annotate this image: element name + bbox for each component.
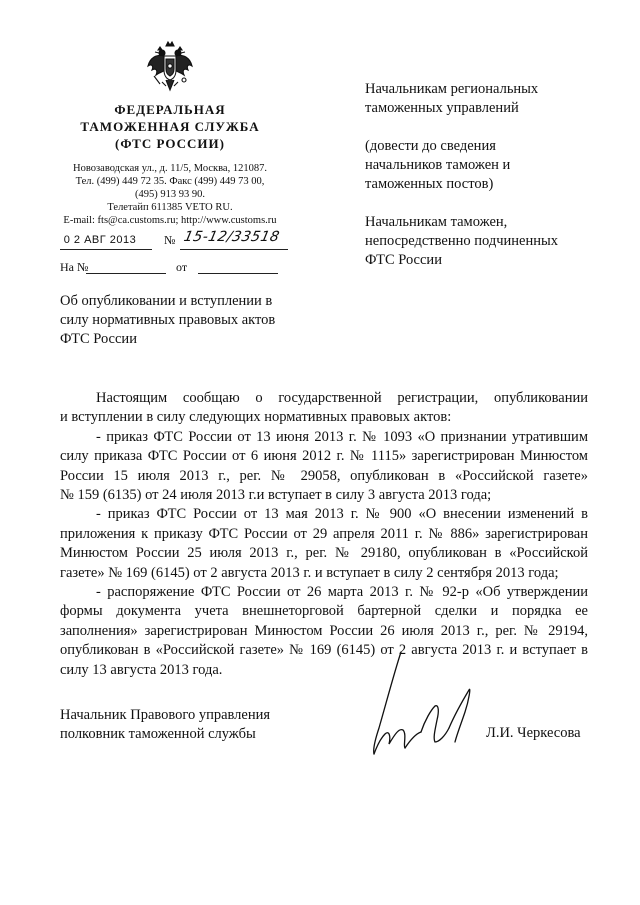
addressee-block [365,80,605,270]
signer-title [60,706,320,745]
addressee-line3: (довести до сведения [365,138,496,154]
body-line: России 15 июля 2013 г., рег. № 29058, опубликован в «Российской газете» [60,467,588,484]
registration-date-stamp: 0 2 АВГ 2013 [63,234,137,246]
letter-subject [60,292,320,349]
registration-number-underline [180,249,288,250]
agency-name-line3: (ФТС РОССИИ) [115,136,225,151]
handwritten-signature [365,650,485,760]
reference-date-blank [198,273,278,274]
letter-body [60,389,588,680]
subject-line1: Об опубликовании и вступлении в [60,293,273,309]
reference-number-label: На № [60,260,89,274]
registration-line [60,229,290,252]
agency-phone-2: (495) 913 93 90. [135,189,205,200]
subject-line3: ФТС России [60,331,137,347]
reference-date-label: от [176,260,188,274]
subject-line2: силу нормативных правовых актов [60,312,276,328]
registration-number-handwritten: 15-12/33518 [182,229,282,245]
registration-number-label: № [164,233,176,247]
body-line: Минюстом России 25 июля 2013 г., рег. № 29180, опубликован в «Российской [60,545,588,562]
agency-contacts [60,162,280,227]
registration-date-underline [60,249,152,250]
body-line: № 159 (6135) от 24 июля 2013 г.и вступает в силу 3 августа 2013 года; [60,487,492,504]
addressee-line2: таможенных управлений [365,100,519,116]
reference-number-blank [86,273,166,274]
signer-title-line1: Начальник Правового управления [60,707,271,723]
agency-address: Новозаводская ул., д. 11/5, Москва, 121087. [73,163,267,174]
agency-name-line2: ТАМОЖЕННАЯ СЛУЖБА [80,119,260,134]
coat-of-arms-emblem [146,40,194,94]
addressee-line7: непосредственно подчиненных [365,233,558,249]
body-line: и вступлении в силу следующих нормативных правовых актов: [60,409,452,426]
addressee-gap [365,194,605,213]
addressee-line1: Начальникам региональных [365,81,539,97]
agency-name [60,101,280,152]
body-line: приложения к приказу ФТС России от 29 апреля 2011 г. № 886» зарегистрирован [60,525,588,542]
agency-phone: Тел. (499) 449 72 35. Факс (499) 449 73 00, [75,176,265,187]
body-line: - распоряжение ФТС России от 26 марта 2013 г. № 92-р «Об утверждении [96,584,588,601]
body-line: формы документа учета внешнеторговой бартерной сделки и порядка ее [60,603,588,620]
body-line: силу приказа ФТС России от 6 июня 2012 г. № 1115» зарегистрирован Минюстом [60,448,588,465]
signer-name: Л.И. Черкесова [486,725,581,741]
addressee-gap [365,118,605,137]
addressee-line5: таможенных постов) [365,176,494,192]
addressee-line8: ФТС России [365,252,442,268]
agency-name-line1: ФЕДЕРАЛЬНАЯ [114,102,226,117]
reference-line [60,260,290,280]
body-line: - приказ ФТС России от 13 июня 2013 г. № 1093 «О признании утратившим [96,428,588,445]
signer-title-line2: полковник таможенной службы [60,726,256,743]
body-line: силу 13 августа 2013 года. [60,661,223,678]
body-line: - приказ ФТС России от 13 мая 2013 г. № 900 «О внесении изменений в [96,506,588,523]
body-line: опубликован в «Российской газете» № 169 (6145) от 2 августа 2013 г. и вступает в [60,642,588,659]
agency-email: E-mail: fts@ca.customs.ru; http://www.customs.ru [63,215,277,226]
addressee-line4: начальников таможен и [365,157,511,173]
body-line: заполнения» зарегистрирован Минюстом России 26 июля 2013 г., рег. № 29194, [60,622,588,639]
addressee-line6: Начальникам таможен, [365,214,508,230]
body-line: газете» № 169 (6145) от 2 августа 2013 г. и вступает в силу 2 сентября 2013 года; [60,564,559,581]
body-line: Настоящим сообщаю о государственной регистрации, опубликовании [96,390,588,406]
agency-teletype: Телетайп 611385 VETO RU. [107,202,233,213]
